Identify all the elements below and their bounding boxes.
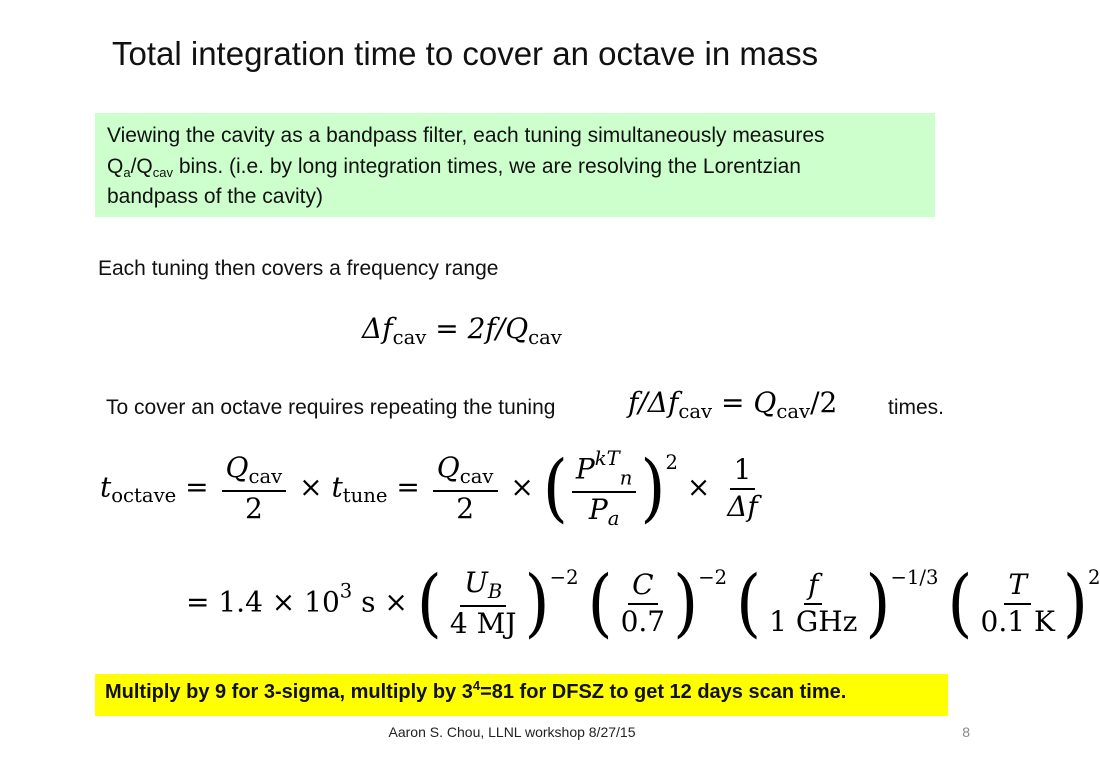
eq3-k: 0.1 K: [980, 604, 1055, 638]
equation-octave-count: [628, 386, 837, 423]
eq2-equals: =: [185, 470, 209, 504]
eq3-ub-sub: B: [487, 580, 503, 604]
eq2-equals-2: =: [396, 470, 420, 504]
footer-text: Aaron S. Chou, LLNL workshop 8/27/15: [388, 724, 636, 740]
eq2-pa-sub: a: [607, 507, 620, 531]
definition-line-3: bandpass of the cavity): [107, 185, 323, 208]
eq3-exp-4: 2: [1088, 566, 1100, 589]
eq3-c: C: [628, 570, 657, 605]
eq3-exp-1: −2: [549, 566, 579, 589]
eq3-lparen-4: (: [947, 560, 973, 647]
eq2-p-sup: kT: [594, 447, 620, 470]
q-cav-subscript: cav: [152, 164, 173, 180]
eq2-q-sub-2: cav: [459, 465, 494, 489]
eq2-t: t: [100, 470, 112, 504]
eq1-rhs-sub: cav: [528, 325, 562, 349]
eq3-t: T: [1004, 570, 1031, 605]
eq1-rhs: = 2f/Q: [426, 312, 529, 345]
eq3-lparen-2: (: [587, 560, 613, 647]
octave-eq-c: /2: [810, 386, 838, 419]
eq2-p-sub: n: [619, 466, 633, 490]
eq3-prefix: = 1.4 × 10: [186, 585, 340, 619]
equation-numeric: [186, 560, 1100, 647]
eq1-lhs-sub: cav: [392, 325, 427, 349]
eq2-times: ×: [299, 470, 323, 504]
eq2-pa: P: [588, 493, 608, 527]
conclusion-text-before: Multiply by 9 for 3-sigma, multiply by 3: [105, 681, 473, 703]
octave-text-after: times.: [888, 396, 945, 419]
eq3-frac-ub: [446, 568, 521, 639]
eq2-rparen: ): [640, 444, 666, 532]
eq3-rparen-1: ): [524, 560, 550, 647]
eq3-prefix-sup: 3: [339, 579, 353, 603]
octave-eq-b-sub: cav: [776, 399, 811, 423]
equation-octave-time: [100, 444, 766, 532]
q-a-symbol: Q: [107, 154, 124, 178]
eq2-df: Δf: [727, 489, 758, 523]
eq2-frac-qcav: [222, 453, 287, 524]
eq3-unit: s ×: [352, 585, 408, 619]
octave-eq-b: = Q: [712, 386, 777, 419]
eq2-times-3: ×: [686, 470, 711, 504]
eq3-rparen-2: ): [673, 560, 699, 647]
eq3-ub: U: [464, 566, 488, 600]
eq2-square: 2: [665, 450, 678, 474]
eq2-q-2: Q: [436, 451, 460, 485]
eq3-frac-c: [617, 570, 670, 638]
eq2-frac-qcav-2: [433, 453, 498, 524]
eq3-ghz: 1 GHz: [769, 604, 858, 638]
eq2-frac-power: [572, 448, 636, 530]
eq3-f: f: [804, 570, 822, 605]
each-tuning-text: Each tuning then covers a frequency range: [98, 257, 499, 280]
eq2-frac-df: [723, 452, 762, 523]
eq3-lparen-1: (: [416, 560, 442, 647]
q-cav-symbol: /Q: [130, 154, 153, 178]
eq3-exp-2: −2: [698, 566, 728, 589]
definition-line-2-rest: bins. (i.e. by long integration times, we are resolving the Lorentzian: [172, 154, 801, 178]
definition-box: [95, 113, 935, 217]
conclusion-text-after: =81 for DFSZ to get 12 days scan time.: [480, 681, 847, 703]
eq1-lhs: Δf: [362, 312, 393, 345]
eq3-mj: 4 MJ: [449, 606, 517, 640]
eq2-times-2: ×: [510, 470, 534, 504]
eq3-lparen-3: (: [736, 560, 762, 647]
conclusion-box: [95, 674, 948, 716]
octave-text-before: To cover an octave requires repeating the tuning: [106, 396, 556, 419]
eq3-exp-3: −1/3: [890, 566, 939, 589]
definition-line-1: Viewing the cavity as a bandpass filter, each tuning simultaneously measures: [107, 124, 825, 147]
eq3-rparen-4: ): [1062, 560, 1089, 647]
eq2-p: P: [575, 452, 595, 486]
eq2-two-2: 2: [456, 491, 475, 525]
eq3-frac-f: [765, 570, 861, 638]
definition-line-2: [107, 152, 923, 183]
equation-frequency-range: [362, 312, 562, 349]
eq2-t-sub: octave: [111, 484, 177, 508]
eq2-t2-sub: tune: [342, 484, 388, 508]
slide-title: Total integration time to cover an octave in mass: [112, 35, 819, 72]
conclusion-sup: 4: [472, 678, 481, 693]
page-number: 8: [962, 724, 970, 740]
octave-eq-a-sub: cav: [678, 399, 713, 423]
eq2-lparen: (: [542, 444, 568, 532]
eq2-two: 2: [244, 491, 263, 525]
eq2-t2: t: [331, 470, 343, 504]
q-a-subscript: a: [123, 164, 131, 180]
eq2-one: 1: [730, 455, 756, 490]
eq2-q: Q: [225, 451, 249, 485]
eq2-q-sub: cav: [248, 465, 283, 489]
octave-eq-a: f/Δf: [628, 386, 679, 419]
eq3-rparen-3: ): [865, 560, 891, 647]
eq3-frac-t: [977, 570, 1059, 638]
eq3-c-den: 0.7: [620, 604, 666, 638]
